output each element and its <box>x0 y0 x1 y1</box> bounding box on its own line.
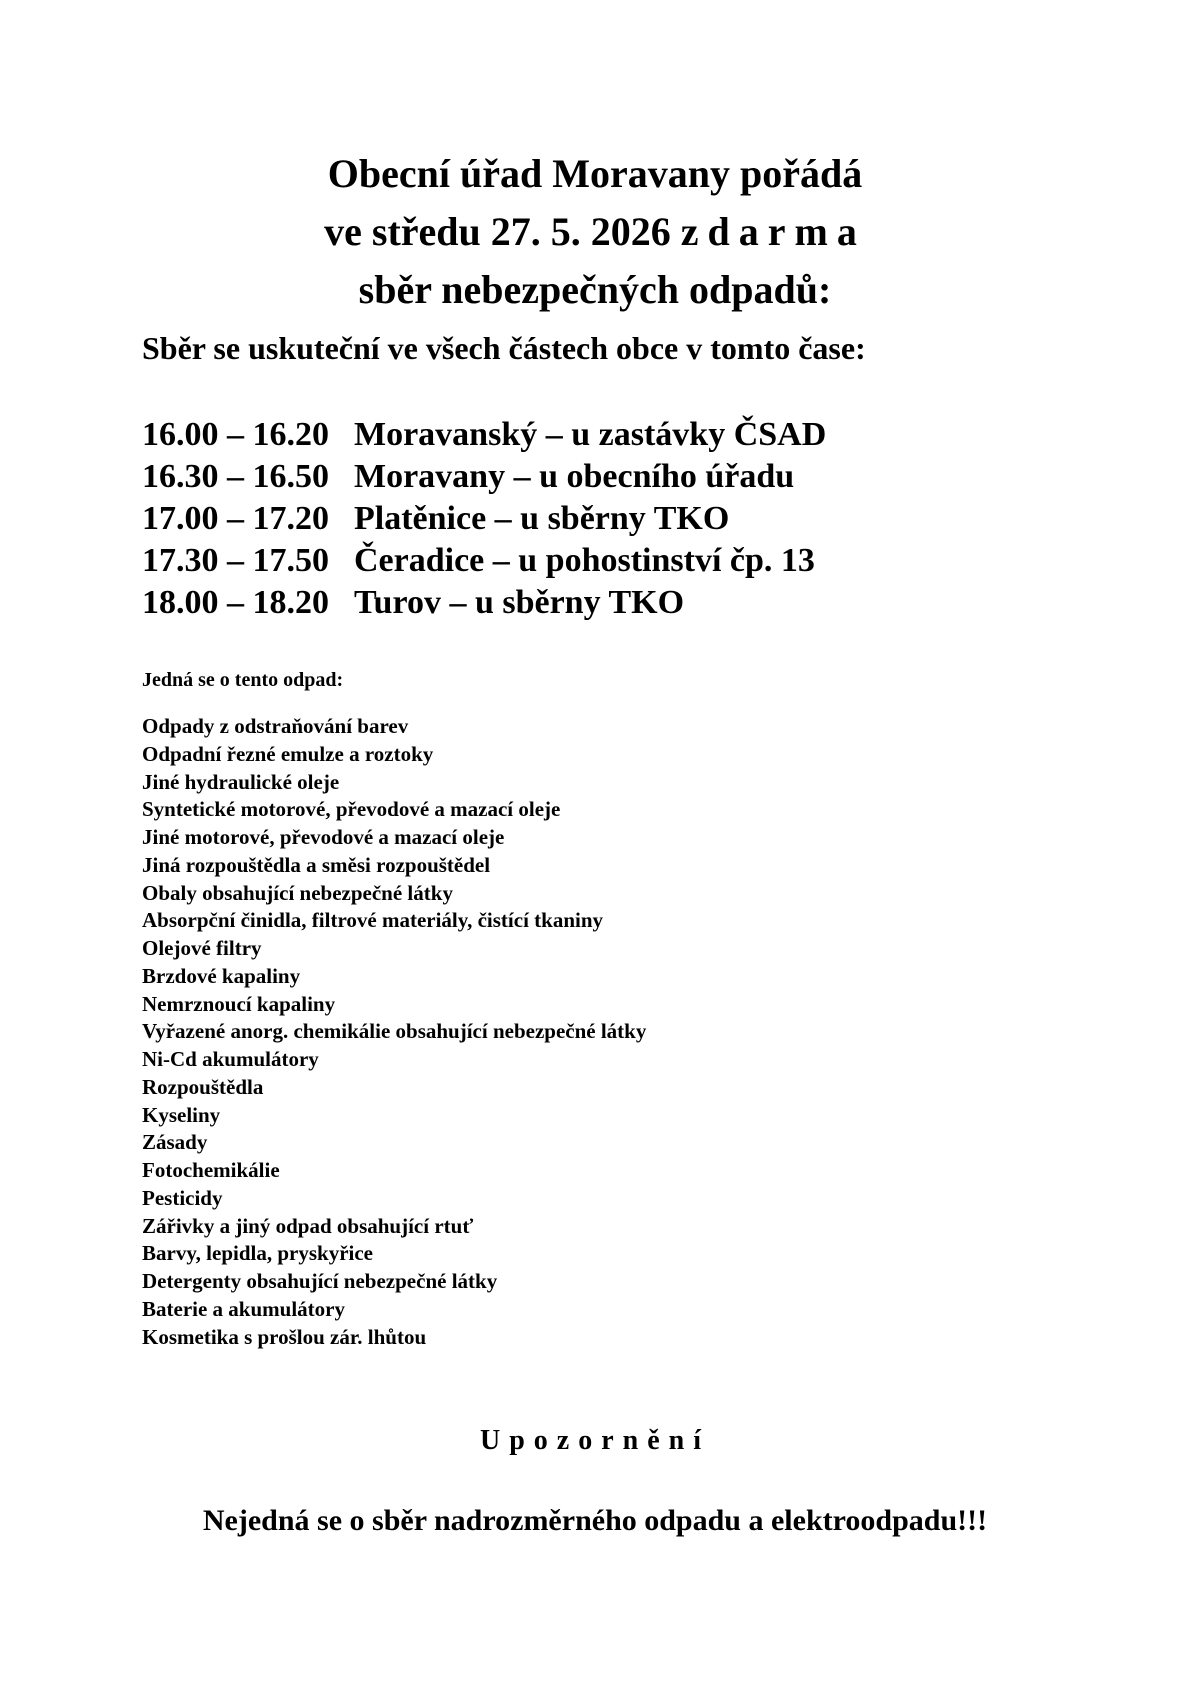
schedule-row <box>142 414 826 456</box>
waste-item: Brzdové kapaliny <box>142 963 301 988</box>
waste-list-heading: Jedná se o tento odpad: <box>142 669 344 691</box>
schedule-place: Turov – u sběrny TKO <box>354 584 685 621</box>
waste-item: Detergenty obsahující nebezpečné látky <box>142 1269 498 1293</box>
schedule-place: Moravanský – u zastávky ČSAD <box>354 416 827 453</box>
schedule-place: Platěnice – u sběrny TKO <box>354 500 730 537</box>
schedule-row <box>142 498 826 540</box>
schedule-time: 17.00 – 17.20 <box>142 500 329 537</box>
waste-item: Rozpouštědla <box>142 1074 264 1099</box>
waste-item: Jiné motorové, převodové a mazací oleje <box>142 825 505 849</box>
title-line-1: Obecní úřad Moravany pořádá <box>327 151 863 196</box>
schedule-row <box>142 540 826 582</box>
waste-item: Jiné hydraulické oleje <box>142 769 340 794</box>
schedule-time: 16.30 – 16.50 <box>142 458 329 495</box>
waste-item: Kosmetika s prošlou zár. lhůtou <box>142 1324 427 1349</box>
waste-item: Fotochemikálie <box>142 1158 280 1182</box>
waste-item: Obaly obsahující nebezpečné látky <box>142 880 453 905</box>
collection-intro: Sběr se uskuteční ve všech částech obce v tomto čase: <box>142 330 866 366</box>
title-line-2 <box>0 203 1190 261</box>
waste-item: Vyřazené anorg. chemikálie obsahující nebezpečné látky <box>142 1019 647 1044</box>
schedule-row <box>142 456 826 498</box>
schedule-time: 16.00 – 16.20 <box>142 416 329 453</box>
waste-item: Ni-Cd akumulátory <box>142 1047 319 1071</box>
waste-item: Pesticidy <box>142 1185 223 1210</box>
waste-item: Syntetické motorové, převodové a mazací oleje <box>142 797 561 822</box>
waste-item: Absorpční činidla, filtrové materiály, čistící tkaniny <box>142 908 604 933</box>
title-date: ve středu 27. 5. 2026 <box>324 209 681 254</box>
schedule-time: 18.00 – 18.20 <box>142 584 329 621</box>
waste-list <box>142 713 646 1351</box>
title-line-3: sběr nebezpečných odpadů: <box>358 267 832 312</box>
schedule-row <box>142 582 826 624</box>
schedule-place: Moravany – u obecního úřadu <box>354 458 795 495</box>
title-free-of-charge: zdarma <box>680 209 866 254</box>
waste-item: Zásady <box>142 1130 208 1155</box>
announcement-title <box>0 145 1190 319</box>
schedule-place: Čeradice – u pohostinství čp. 13 <box>354 542 815 579</box>
waste-item: Odpady z odstraňování barev <box>142 714 409 738</box>
waste-item: Baterie a akumulátory <box>142 1296 345 1321</box>
notice-text: Nejedná se o sběr nadrozměrného odpadu a elektroodpadu!!! <box>202 1504 988 1537</box>
waste-item: Zářivky a jiný odpad obsahující rtuť <box>142 1213 474 1238</box>
waste-item: Olejové filtry <box>142 936 262 960</box>
waste-item: Odpadní řezné emulze a roztoky <box>142 741 434 766</box>
waste-item: Kyseliny <box>142 1102 221 1127</box>
schedule-time: 17.30 – 17.50 <box>142 542 329 579</box>
collection-schedule <box>142 414 826 624</box>
notice-heading: Upozornění <box>480 1425 710 1456</box>
waste-item: Jiná rozpouštědla a směsi rozpouštědel <box>142 852 491 877</box>
waste-item: Nemrznoucí kapaliny <box>142 991 336 1016</box>
waste-item: Barvy, lepidla, pryskyřice <box>142 1241 373 1266</box>
